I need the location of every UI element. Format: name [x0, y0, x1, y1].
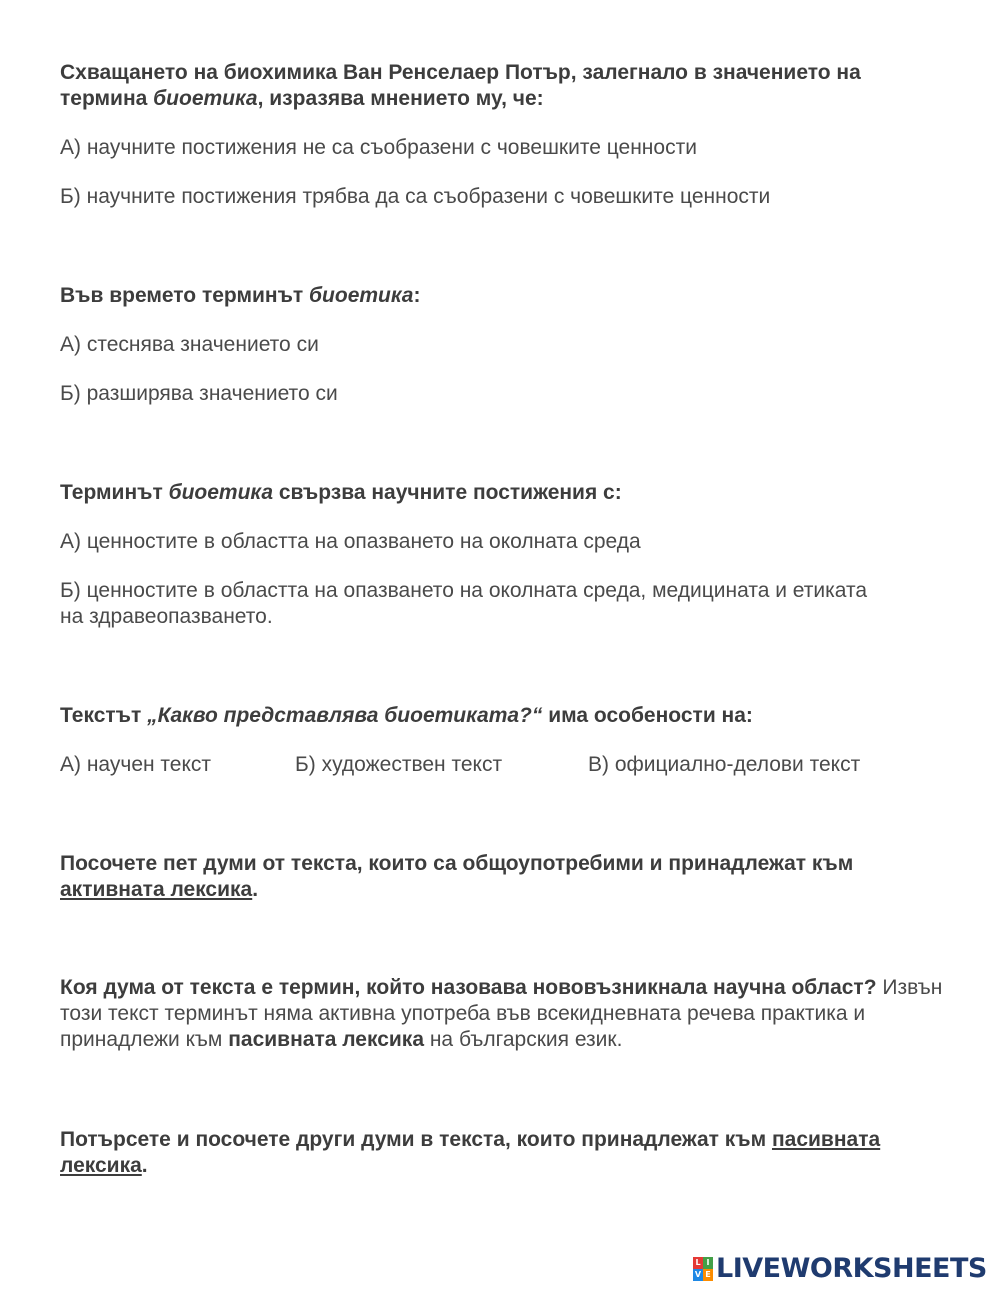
q2-option-b[interactable]: Б) разширява значението си — [60, 382, 338, 405]
question-5: Посочете пет думи от текста, които са общоупотребими и принадлежат към активната лексика. — [60, 852, 854, 901]
q4-option-a[interactable]: А) научен текст — [60, 753, 212, 776]
liveworksheets-logo[interactable] — [693, 1254, 987, 1284]
term-bioethics: биоетика — [153, 87, 258, 110]
liveworksheets-logo-text: LIVEWORKSHEETS — [716, 1253, 987, 1284]
active-lexicon-term: активната лексика — [60, 878, 253, 901]
question-3: Терминът биоетика свързва научните постижения с: — [60, 481, 622, 504]
q4-options-row — [60, 752, 950, 778]
text-title: „Какво представлява биоетиката?“ — [147, 704, 543, 727]
question-4: Текстът „Какво представлява биоетиката?“ има особености на: — [60, 704, 753, 727]
q1-option-a[interactable]: А) научните постижения не са съобразени с човешките ценности — [60, 136, 697, 159]
q2-option-a[interactable]: А) стеснява значението си — [60, 333, 319, 356]
question-6: Коя дума от текста е термин, който назовава нововъзникнала научна област? Извън този текст терминът няма активна употреба във всекидневната речева практика и принадлежи към пасивната лексика на българския език. — [60, 976, 943, 1051]
passive-lexicon-term: пасивната лексика — [228, 1028, 424, 1051]
term-bioethics: биоетика — [309, 284, 414, 307]
term-bioethics: биоетика — [168, 481, 273, 504]
passive-lexicon-term: пасивната лексика — [60, 1128, 881, 1177]
q3-option-a[interactable]: А) ценностите в областта на опазването на околната среда — [60, 530, 641, 553]
q4-option-c[interactable]: В) официално-делови текст — [588, 753, 861, 776]
liveworksheets-logo-icon: L I V E — [693, 1257, 713, 1281]
q3-option-b[interactable]: Б) ценностите в областта на опазването на околната среда, медицината и етиката на здравеопазването. — [60, 579, 868, 628]
question-1: Схващането на биохимика Ван Ренселаер Потър, залегнало в значението на термина биоетика, изразява мнението му, че: — [60, 61, 861, 110]
question-2: Във времето терминът биоетика: — [60, 284, 421, 307]
q4-option-b[interactable]: Б) художествен текст — [295, 753, 503, 776]
question-7: Потърсете и посочете други думи в текста, които принадлежат към пасивната лексика. — [60, 1128, 881, 1177]
question-6-prompt: Коя дума от текста е термин, който назовава нововъзникнала научна област? — [60, 976, 877, 999]
q1-option-b[interactable]: Б) научните постижения трябва да са съобразени с човешките ценности — [60, 185, 771, 208]
